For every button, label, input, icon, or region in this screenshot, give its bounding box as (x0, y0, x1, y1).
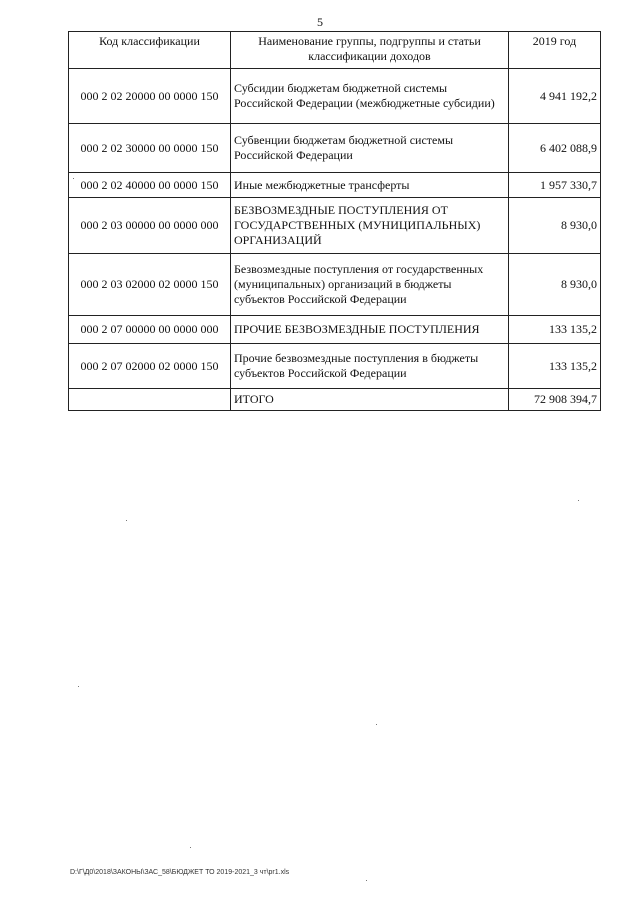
scan-speck (376, 724, 377, 725)
budget-table (68, 31, 601, 411)
scan-speck (126, 520, 127, 521)
header-name: Наименование группы, подгруппы и статьи классификации доходов (231, 32, 509, 69)
row-code: 000 2 02 30000 00 0000 150 (69, 124, 231, 173)
row-amount: 4 941 192,2 (509, 69, 601, 124)
table-row (69, 198, 601, 254)
total-label: ИТОГО (231, 389, 509, 411)
header-year: 2019 год (509, 32, 601, 69)
row-code: 000 2 07 02000 02 0000 150 (69, 344, 231, 389)
header-code: Код классификации (69, 32, 231, 69)
scan-speck (73, 178, 74, 179)
total-code-empty (69, 389, 231, 411)
row-name: Субвенции бюджетам бюджетной системы Российской Федерации (231, 124, 509, 173)
page-number: 5 (317, 15, 323, 29)
row-name: Субсидии бюджетам бюджетной системы Российской Федерации (межбюджетные субсидии) (231, 69, 509, 124)
row-code: 000 2 02 40000 00 0000 150 (69, 173, 231, 198)
row-amount: 8 930,0 (509, 198, 601, 254)
scan-speck (366, 880, 367, 881)
row-name: Прочие безвозмездные поступления в бюджеты субъектов Российской Федерации (231, 344, 509, 389)
row-amount: 6 402 088,9 (509, 124, 601, 173)
table-row (69, 173, 601, 198)
row-name: ПРОЧИЕ БЕЗВОЗМЕЗДНЫЕ ПОСТУПЛЕНИЯ (231, 316, 509, 344)
total-row (69, 389, 601, 411)
row-amount: 133 135,2 (509, 344, 601, 389)
scan-speck (190, 847, 191, 848)
scan-speck (78, 686, 79, 687)
row-amount: 8 930,0 (509, 254, 601, 316)
row-code: 000 2 03 02000 02 0000 150 (69, 254, 231, 316)
row-code: 000 2 02 20000 00 0000 150 (69, 69, 231, 124)
table-row (69, 124, 601, 173)
scan-speck (578, 500, 579, 501)
total-amount: 72 908 394,7 (509, 389, 601, 411)
table-row (69, 69, 601, 124)
row-name: БЕЗВОЗМЕЗДНЫЕ ПОСТУПЛЕНИЯ ОТ ГОСУДАРСТВЕННЫХ (МУНИЦИПАЛЬНЫХ) ОРГАНИЗАЦИЙ (231, 198, 509, 254)
table-row (69, 254, 601, 316)
row-amount: 1 957 330,7 (509, 173, 601, 198)
footer-file-path: D:\Г\Д0\2018\ЗАКОНЫ\ЗАС_58\БЮДЖЕТ ТО 2019-2021_3 чт\pr1.xls (70, 869, 290, 876)
table-row (69, 316, 601, 344)
row-name: Безвозмездные поступления от государственных (муниципальных) организаций в бюджеты субъектов Российской Федерации (231, 254, 509, 316)
row-code: 000 2 03 00000 00 0000 000 (69, 198, 231, 254)
table-header-row (69, 32, 601, 69)
table-row (69, 344, 601, 389)
row-amount: 133 135,2 (509, 316, 601, 344)
row-code: 000 2 07 00000 00 0000 000 (69, 316, 231, 344)
row-name: Иные межбюджетные трансферты (231, 173, 509, 198)
